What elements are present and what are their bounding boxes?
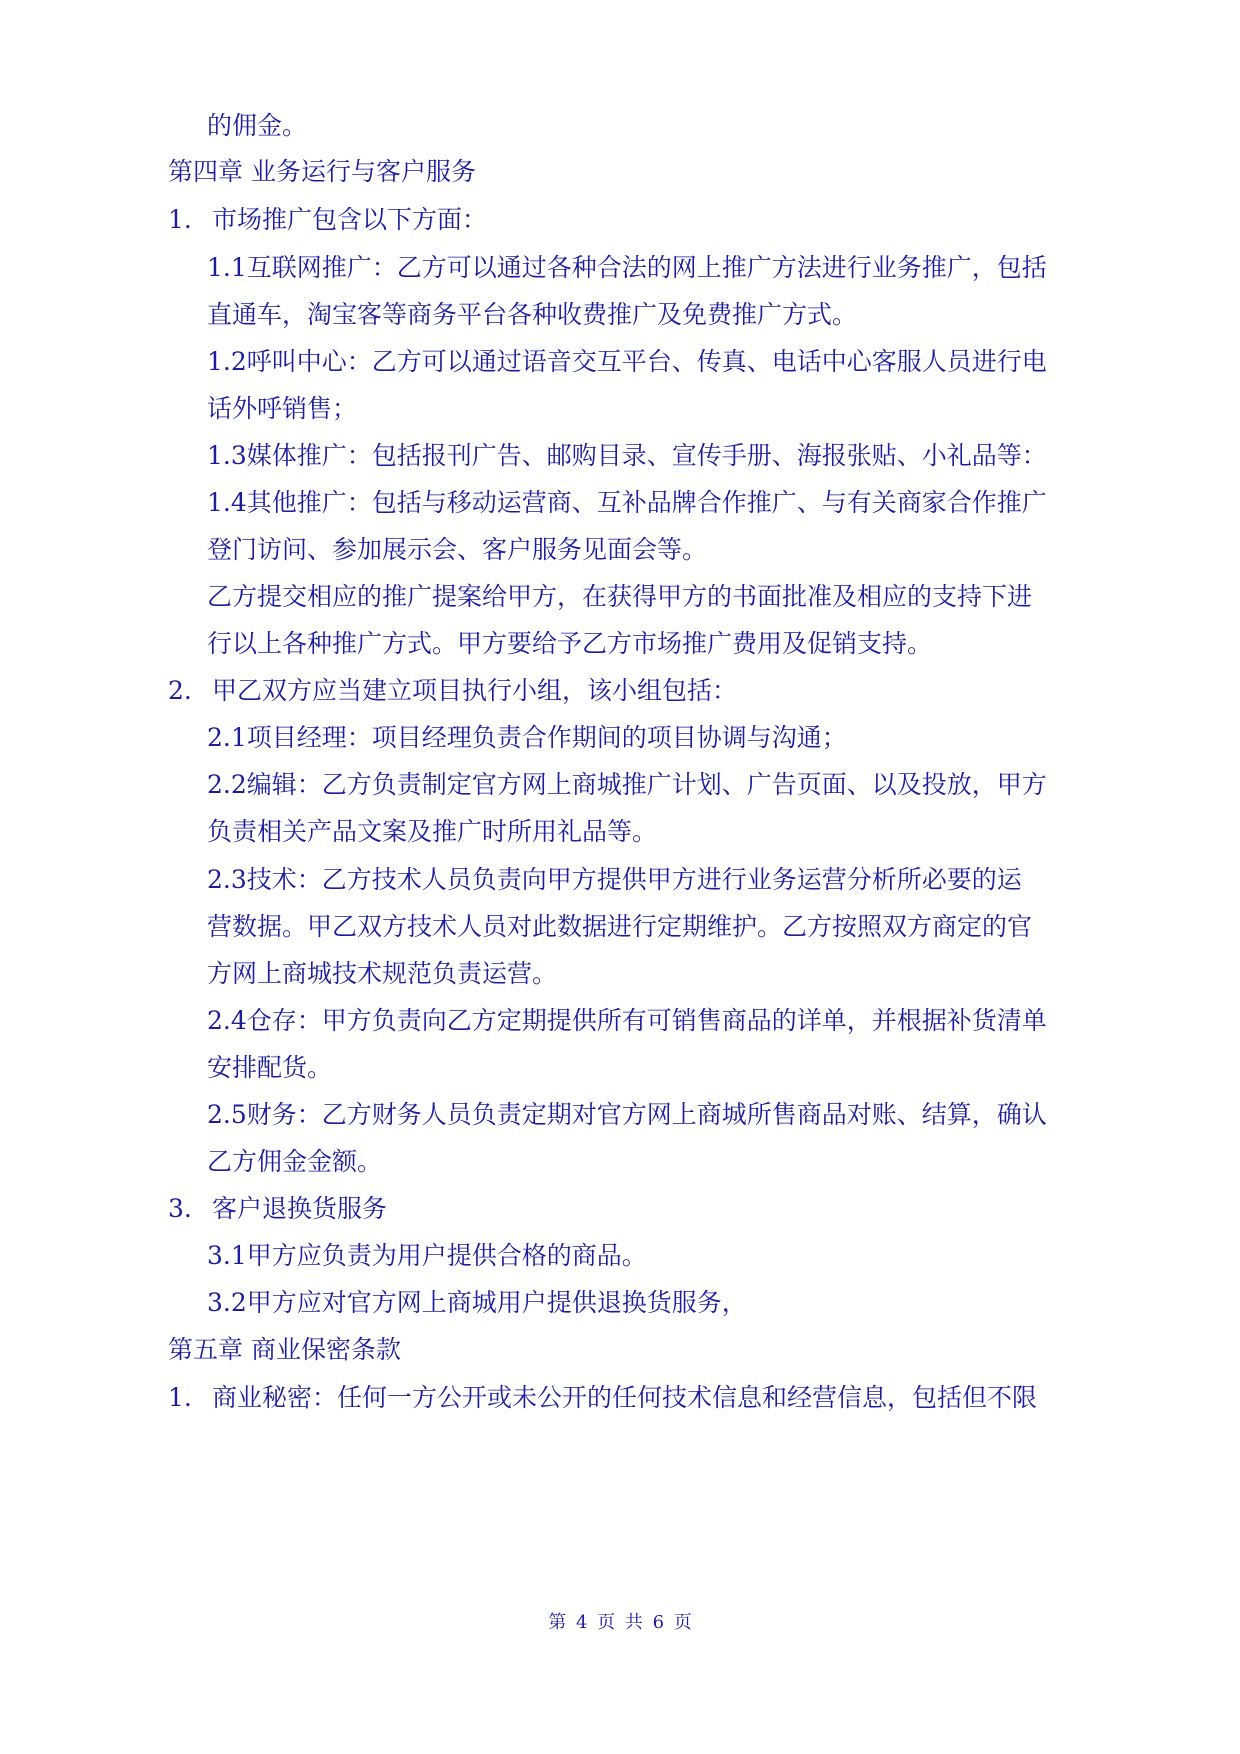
text-line: 2.5财务：乙方财务人员负责定期对官方网上商城所售商品对账、结算，确认 — [207, 1100, 1047, 1129]
list-item-text: 市场推广包含以下方面： — [212, 205, 488, 234]
list-item — [168, 1382, 1037, 1414]
list-number: 1. — [168, 205, 192, 234]
text-line: 营数据。甲乙双方技术人员对此数据进行定期维护。乙方按照双方商定的官 — [207, 912, 1033, 941]
list-item-text: 客户退换货服务 — [212, 1194, 388, 1223]
list-item-text: 甲乙双方应当建立项目执行小组，该小组包括： — [212, 676, 738, 705]
chapter-heading: 第五章 商业保密条款 — [168, 1335, 401, 1364]
list-item-text: 商业秘密：任何一方公开或未公开的任何技术信息和经营信息，包括但不限 — [212, 1383, 1038, 1412]
text-line: 1.3媒体推广：包括报刊广告、邮购目录、宣传手册、海报张贴、小礼品等： — [207, 441, 1047, 470]
page-footer: 第 4 页 共 6 页 — [548, 1612, 692, 1633]
text-line: 3.1甲方应负责为用户提供合格的商品。 — [207, 1241, 647, 1270]
text-line: 2.3技术：乙方技术人员负责向甲方提供甲方进行业务运营分析所必要的运 — [207, 865, 1022, 894]
list-number: 3. — [168, 1194, 192, 1223]
text-line: 1.4其他推广：包括与移动运营商、互补品牌合作推广、与有关商家合作推广 — [207, 488, 1047, 517]
text-line: 乙方提交相应的推广提案给甲方，在获得甲方的书面批准及相应的支持下进 — [207, 582, 1033, 611]
text-line: 登门访问、参加展示会、客户服务见面会等。 — [207, 535, 708, 564]
list-item — [168, 1193, 387, 1225]
list-number: 1. — [168, 1383, 192, 1412]
text-line: 乙方佣金金额。 — [207, 1147, 383, 1176]
text-line: 2.4仓存：甲方负责向乙方定期提供所有可销售商品的详单，并根据补货清单 — [207, 1006, 1047, 1035]
text-line: 方网上商城技术规范负责运营。 — [207, 959, 558, 988]
text-line: 直通车，淘宝客等商务平台各种收费推广及免费推广方式。 — [207, 300, 858, 329]
text-line: 话外呼销售； — [207, 394, 358, 423]
text-line: 2.1项目经理：项目经理负责合作期间的项目协调与沟通； — [207, 723, 847, 752]
text-line: 1.1互联网推广：乙方可以通过各种合法的网上推广方法进行业务推广，包括 — [207, 253, 1047, 282]
text-line: 2.2编辑：乙方负责制定官方网上商城推广计划、广告页面、以及投放，甲方 — [207, 770, 1047, 799]
text-line: 安排配货。 — [207, 1053, 333, 1082]
text-line: 负责相关产品文案及推广时所用礼品等。 — [207, 817, 658, 846]
list-item — [168, 204, 487, 236]
text-line: 3.2甲方应对官方网上商城用户提供退换货服务， — [207, 1288, 747, 1317]
list-item — [168, 675, 737, 707]
list-number: 2. — [168, 676, 192, 705]
text-line: 1.2呼叫中心：乙方可以通过语音交互平台、传真、电话中心客服人员进行电 — [207, 347, 1047, 376]
text-line: 行以上各种推广方式。甲方要给予乙方市场推广费用及促销支持。 — [207, 629, 933, 658]
chapter-heading: 第四章 业务运行与客户服务 — [168, 157, 476, 186]
text-line: 的佣金。 — [207, 111, 308, 140]
